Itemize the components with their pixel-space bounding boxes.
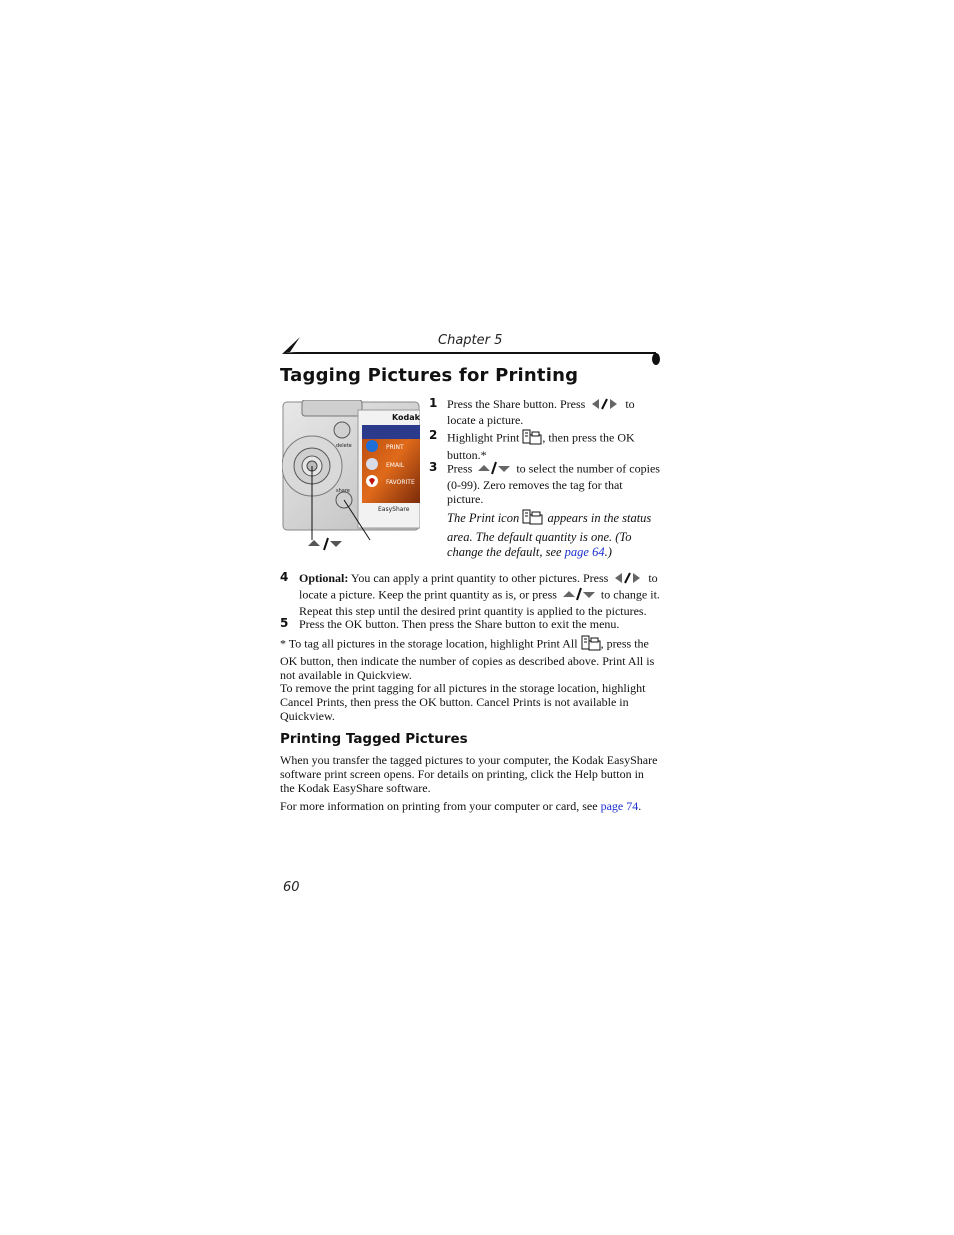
print-icon xyxy=(522,509,544,530)
step-3-part-c: (0-99). Zero removes the tag for that xyxy=(447,478,623,492)
step-2-part-b: , then press the OK xyxy=(542,430,635,445)
step-2-part-c: button.* xyxy=(447,448,487,462)
more-info-text: For more information on printing from your computer or card, see xyxy=(280,799,598,813)
note-part-b: appears in the status xyxy=(547,511,652,526)
footnote-part-d: not available in Quickview. xyxy=(280,668,412,682)
chapter-label: Chapter 5 xyxy=(438,333,503,348)
step-1-part-b: to xyxy=(625,397,635,411)
step-4-part-a: You can apply a print quantity to other pictures. Press xyxy=(350,571,609,585)
optional-label: Optional: xyxy=(299,571,349,585)
step-3-part-d: picture. xyxy=(447,492,484,506)
left-right-arrows-icon xyxy=(591,398,619,413)
up-down-arrows-icon xyxy=(562,587,596,604)
step-3-text xyxy=(447,461,662,506)
menu-email: EMAIL xyxy=(386,462,405,469)
remove-line-2: Cancel Prints, then press the OK button. Cancel Prints is not available in xyxy=(280,695,629,709)
step-2-part-a: Highlight Print xyxy=(447,430,520,445)
transfer-line-3: the Kodak EasyShare software. xyxy=(280,781,431,795)
note-part-a: The Print icon xyxy=(447,511,520,526)
note-part-c: area. The default quantity is one. (To xyxy=(447,529,632,544)
step-4-part-c: locate a picture. Keep the print quantity as is, or press xyxy=(299,587,557,601)
easyshare-label: EasyShare xyxy=(378,506,410,513)
kodak-logo: Kodak xyxy=(392,413,420,422)
page-number: 60 xyxy=(283,880,300,895)
transfer-line-2: software print screen opens. For details on printing, click the Help button in xyxy=(280,767,644,781)
step-1-text xyxy=(447,397,662,427)
menu-favorite: FAVORITE xyxy=(386,479,415,486)
step-1-part-a: Press the Share button. Press xyxy=(447,397,586,411)
footnote-part-a: * To tag all pictures in the storage location, highlight Print All xyxy=(280,636,578,651)
transfer-line-1: When you transfer the tagged pictures to your computer, the Kodak EasyShare xyxy=(280,753,658,767)
step-3-part-b: to select the number of copies xyxy=(516,461,660,476)
menu-print: PRINT xyxy=(386,444,404,451)
step-3-number: 3 xyxy=(429,460,438,474)
step-4-part-b: to xyxy=(648,571,658,585)
transfer-paragraph xyxy=(280,753,665,795)
page-64-link[interactable]: page 64 xyxy=(564,545,605,559)
more-info-end: . xyxy=(638,799,642,813)
camera-illustration xyxy=(282,400,420,555)
remove-line-1: To remove the print tagging for all pictures in the storage location, highlight xyxy=(280,681,646,695)
share-label: share xyxy=(336,488,350,494)
print-icon xyxy=(522,429,542,448)
print-icon-note xyxy=(447,509,662,561)
delete-label: delete xyxy=(336,443,352,449)
step-1-part-c: locate a picture. xyxy=(447,412,524,427)
note-part-e: .) xyxy=(604,545,612,559)
step-4-text xyxy=(299,571,664,618)
step-4-part-e: Repeat this step until the desired print quantity is applied to the pictures. xyxy=(299,603,647,618)
step-4-part-d: to change it. xyxy=(600,587,660,601)
step-4-number: 4 xyxy=(280,570,289,584)
step-5-text: Press the OK button. Then press the Share button to exit the menu. xyxy=(299,617,620,631)
page-title: Tagging Pictures for Printing xyxy=(280,365,579,386)
up-down-arrows-icon xyxy=(477,461,511,478)
note-part-d: change the default, see xyxy=(447,545,562,559)
print-all-footnote xyxy=(280,635,665,682)
step-5-number: 5 xyxy=(280,616,289,630)
page-74-link[interactable]: page 74 xyxy=(600,799,639,813)
footnote-part-c: OK button, then indicate the number of copies as described above. Print All is xyxy=(280,654,655,668)
section-heading: Printing Tagged Pictures xyxy=(280,731,468,747)
more-info-paragraph xyxy=(280,799,665,813)
step-1-number: 1 xyxy=(429,396,438,410)
print-all-icon xyxy=(581,635,601,654)
remove-line-3: Quickview. xyxy=(280,709,335,723)
step-2-text xyxy=(447,429,662,462)
footnote-part-b: , press the xyxy=(600,636,649,651)
step-2-number: 2 xyxy=(429,428,438,442)
left-right-arrows-icon xyxy=(614,572,642,587)
step-3-part-a: Press xyxy=(447,461,473,476)
remove-tagging-paragraph xyxy=(280,681,665,723)
